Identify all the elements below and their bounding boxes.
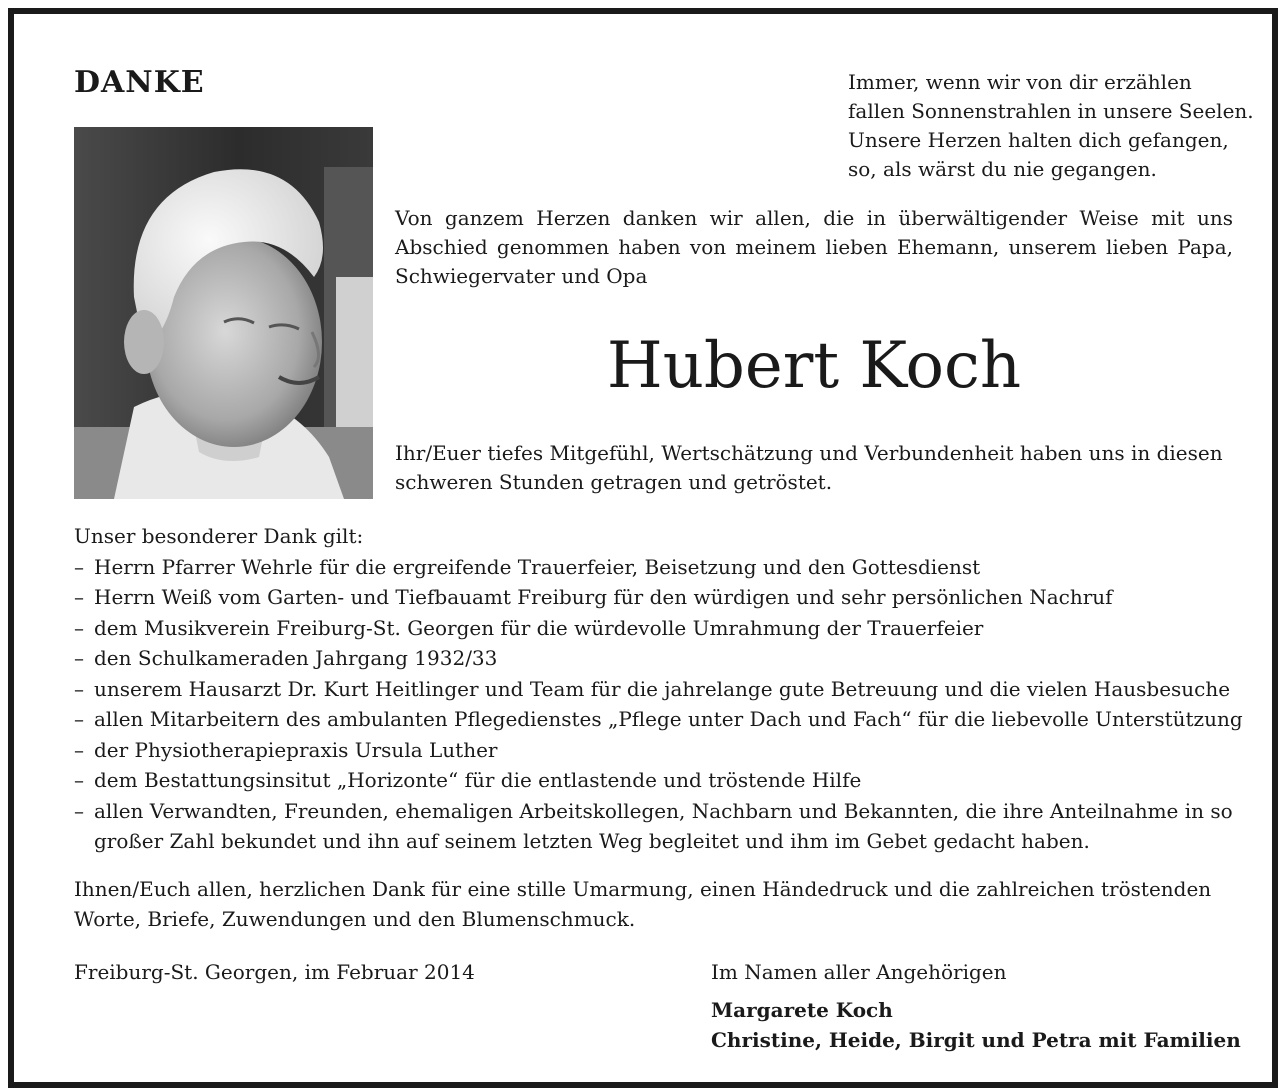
place-date: Freiburg-St. Georgen, im Februar 2014 <box>74 960 475 984</box>
notice-frame <box>8 8 1278 1088</box>
portrait-photo <box>74 127 373 499</box>
poem-line: fallen Sonnenstrahlen in unsere Seelen. <box>848 99 1254 123</box>
notice-heading: DANKE <box>74 65 205 100</box>
sympathy-text: Ihr/Euer tiefes Mitgefühl, Wertschätzung und Verbundenheit haben uns in diesen schweren Stunden getragen und getröstet. <box>395 441 1223 494</box>
signature-name: Christine, Heide, Birgit und Petra mit Familien <box>711 1028 1241 1052</box>
thanks-item: – dem Musikverein Freiburg-St. Georgen für die würdevolle Umrahmung der Trauerfeier <box>74 613 1239 644</box>
thanks-item: – den Schulkameraden Jahrgang 1932/33 <box>74 643 1239 674</box>
thanks-item: – allen Mitarbeitern des ambulanten Pflegedienstes „Pflege unter Dach und Fach“ für die liebevolle Unterstützung <box>74 704 1239 735</box>
closing-text: Ihnen/Euch allen, herzlichen Dank für eine stille Umarmung, einen Händedruck und die zahlreichen tröstenden Worte, Briefe, Zuwendungen und den Blumenschmuck. <box>74 877 1212 931</box>
memorial-poem <box>848 68 1268 184</box>
thanks-item: – dem Bestattungsinsitut „Horizonte“ für die entlastende und tröstende Hilfe <box>74 765 1239 796</box>
poem-line: so, als wärst du nie gegangen. <box>848 157 1157 181</box>
thanks-item-line: großer Zahl bekundet und ihn auf seinem letzten Weg begleitet und ihm im Gebet gedacht haben. <box>94 829 1090 853</box>
special-thanks <box>74 521 1243 857</box>
intro-text: Von ganzem Herzen danken wir allen, die in überwältigender Weise mit uns Abschied genommen haben von meinem lieben Ehemann, unserem lieben Papa, Schwiegervater und Opa <box>395 206 1233 288</box>
thanks-item: – unserem Hausarzt Dr. Kurt Heitlinger und Team für die jahrelange gute Betreuung und die vielen Hausbesuche <box>74 674 1239 705</box>
signature-block <box>711 957 1241 1055</box>
thanks-item: – Herrn Pfarrer Wehrle für die ergreifende Trauerfeier, Beisetzung und den Gottesdienst <box>74 552 1239 583</box>
signature-name: Margarete Koch <box>711 998 893 1022</box>
thanks-item-line: – allen Verwandten, Freunden, ehemaligen Arbeitskollegen, Nachbarn und Bekannten, die ihre Anteilnahme in so <box>94 798 1233 823</box>
deceased-name: Hubert Koch <box>606 329 1022 403</box>
poem-line: Immer, wenn wir von dir erzählen <box>848 70 1192 94</box>
signature-names <box>711 995 1241 1055</box>
thanks-intro: Unser besonderer Dank gilt: <box>74 524 364 548</box>
poem-line: Unsere Herzen halten dich gefangen, <box>848 128 1229 152</box>
thanks-item-last <box>74 796 1239 857</box>
thanks-item: – Herrn Weiß vom Garten- und Tiefbauamt Freiburg für den würdigen und sehr persönlichen Nachruf <box>74 582 1239 613</box>
thanks-item: – der Physiotherapiepraxis Ursula Luther <box>74 735 1239 766</box>
signature-intro: Im Namen aller Angehörigen <box>711 960 1007 984</box>
